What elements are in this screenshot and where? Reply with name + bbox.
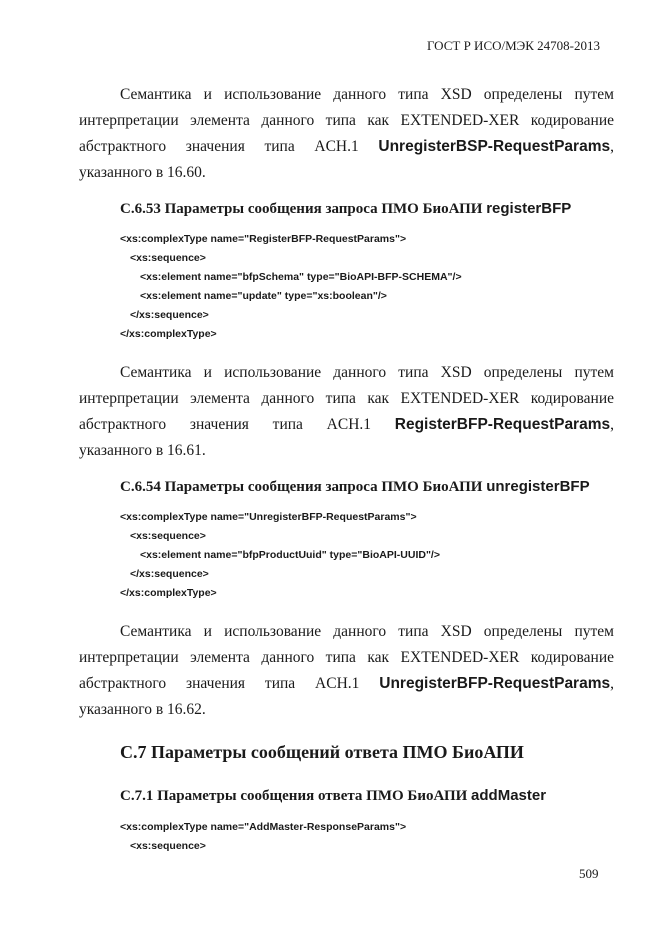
paragraph-line-text: абстрактного значения типа ACH.1	[79, 138, 359, 155]
type-name: RegisterBFP-RequestParams,	[394, 416, 614, 433]
paragraph-line: указанного в 16.62.	[79, 701, 206, 718]
paragraph-semantics-1	[79, 82, 614, 186]
paragraph-line-text: абстрактного значения типа ACH.1	[79, 416, 372, 433]
section-title-c653: C.6.53 Параметры сообщения запроса ПМО БиоАПИ registerBFP	[120, 200, 572, 217]
paragraph-line: Семантика и использование данного типа XSD определены путем	[120, 86, 614, 103]
paragraph-line: интерпретации элемента данного типа как EXTENDED-XER кодирование	[79, 390, 614, 407]
paragraph-line: интерпретации элемента данного типа как EXTENDED-XER кодирование	[79, 112, 614, 129]
code-line: <xs:complexType name="AddMaster-ResponseParams">	[120, 821, 407, 833]
code-line: </xs:complexType>	[120, 587, 217, 599]
code-block-c71	[120, 818, 406, 856]
paragraph-line: Семантика и использование данного типа XSD определены путем	[120, 364, 614, 381]
paragraph-line	[79, 412, 614, 438]
type-name: UnregisterBSP-RequestParams,	[378, 138, 614, 155]
page-number: 509	[579, 866, 599, 881]
code-line: <xs:sequence>	[130, 530, 206, 542]
section-term: addMaster	[471, 787, 547, 804]
code-line: </xs:sequence>	[130, 568, 209, 580]
document-header: ГОСТ Р ИСО/МЭК 24708-2013	[426, 38, 600, 53]
type-name: UnregisterBFP-RequestParams,	[379, 675, 614, 692]
section-title-c71: C.7.1 Параметры сообщения ответа ПМО БиоАПИ addMaster	[120, 787, 547, 804]
paragraph-line	[79, 134, 614, 160]
paragraph-line: указанного в 16.60.	[79, 164, 206, 181]
paragraph-line-text: абстрактного значения типа ACH.1	[79, 675, 360, 692]
code-line: <xs:sequence>	[130, 840, 206, 852]
section-term: registerBFP	[486, 200, 572, 217]
section-title-c654: C.6.54 Параметры сообщения запроса ПМО БиоАПИ unregisterBFP	[120, 478, 590, 495]
code-line: <xs:complexType name="RegisterBFP-RequestParams">	[120, 233, 407, 245]
paragraph-line: интерпретации элемента данного типа как EXTENDED-XER кодирование	[79, 649, 614, 666]
code-line: <xs:element name="bfpSchema" type="BioAPI-BFP-SCHEMA"/>	[140, 271, 462, 283]
code-line: </xs:complexType>	[120, 328, 217, 340]
code-line: <xs:sequence>	[130, 252, 206, 264]
paragraph-semantics-3	[79, 619, 614, 723]
code-line: </xs:sequence>	[130, 309, 209, 321]
paragraph-line	[79, 671, 614, 697]
code-block-c653	[120, 230, 462, 344]
paragraph-semantics-2	[79, 360, 614, 464]
paragraph-line: указанного в 16.61.	[79, 442, 206, 459]
code-line: <xs:complexType name="UnregisterBFP-RequestParams">	[120, 511, 417, 523]
code-block-c654	[120, 508, 440, 603]
paragraph-line: Семантика и использование данного типа XSD определены путем	[120, 623, 614, 640]
section-title-c7: C.7 Параметры сообщений ответа ПМО БиоАПИ	[120, 742, 524, 762]
code-line: <xs:element name="update" type="xs:boolean"/>	[140, 290, 387, 302]
section-term: unregisterBFP	[486, 478, 590, 495]
code-line: <xs:element name="bfpProductUuid" type="BioAPI-UUID"/>	[140, 549, 440, 561]
